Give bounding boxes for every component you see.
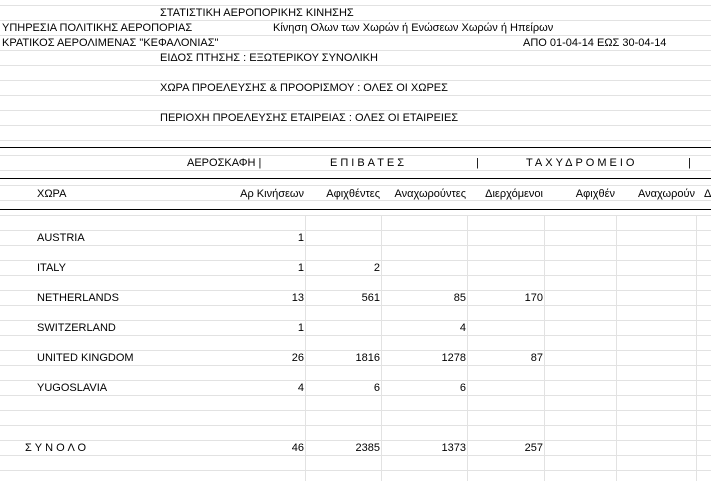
total-movements: 46 — [291, 442, 304, 454]
cell-transit: 170 — [524, 292, 543, 304]
col-country: ΧΩΡΑ — [37, 188, 67, 200]
airport-name: ΚΡΑΤΙΚΟΣ ΑΕΡΟΛΙΜΕΝΑΣ "ΚΕΦΑΛΟΝΙΑΣ" — [2, 37, 219, 49]
service-name: ΥΠΗΡΕΣΙΑ ΠΟΛΙΤΙΚΗΣ ΑΕΡΟΠΟΡΙΑΣ — [2, 22, 193, 34]
total-label: ΣΥΝΟΛΟ — [25, 442, 90, 454]
grid-row-line — [0, 455, 711, 456]
grid-row-line — [0, 305, 711, 306]
col-mail-departed: Αναχωρούν — [638, 188, 695, 200]
col-movements: Αρ Κινήσεων — [240, 188, 304, 200]
grid-row-line — [0, 110, 711, 111]
cell-country: UNITED KINGDOM — [37, 352, 134, 364]
cell-arrivals: 1816 — [355, 352, 380, 364]
report-period: ΑΠΟ 01-04-14 ΕΩΣ 30-04-14 — [523, 37, 667, 49]
grid-row-line — [0, 95, 711, 96]
grid-row-line — [0, 230, 711, 231]
total-departures: 1373 — [441, 442, 466, 454]
cell-movements: 1 — [297, 262, 304, 274]
origin-destination: ΧΩΡΑ ΠΡΟΕΛΕΥΣΗΣ & ΠΡΟΟΡΙΣΜΟΥ : ΟΛΕΣ ΟΙ ΧΩΡΕΣ — [160, 82, 448, 94]
grid-row-line — [0, 35, 711, 36]
group-passengers: ΕΠΙΒΑΤΕΣ — [330, 157, 408, 169]
cell-departures: 4 — [459, 322, 466, 334]
grid-row-line — [0, 275, 711, 276]
cell-arrivals: 561 — [361, 292, 380, 304]
grid-row-line — [0, 65, 711, 66]
grid-row-line — [0, 185, 711, 186]
rule-header-bottom — [0, 209, 711, 210]
cell-country: AUSTRIA — [37, 232, 85, 244]
group-separator-1: | — [476, 157, 479, 169]
cell-departures: 1278 — [441, 352, 466, 364]
cell-arrivals: 2 — [373, 262, 380, 274]
cell-country: NETHERLANDS — [37, 292, 119, 304]
cell-movements: 4 — [297, 382, 304, 394]
grid-row-line — [0, 335, 711, 336]
col-arrivals: Αφιχθέντες — [326, 188, 380, 200]
grid-row-line — [0, 290, 711, 291]
rule-mid — [0, 178, 711, 179]
cell-country: ITALY — [37, 262, 66, 274]
grid-row-line — [0, 365, 711, 366]
cell-movements: 26 — [291, 352, 304, 364]
grid-row-line — [0, 170, 711, 171]
col-mail-transit: Δ — [704, 188, 711, 200]
grid-row-line — [0, 320, 711, 321]
grid-row-line — [0, 80, 711, 81]
grid-row-line — [0, 395, 711, 396]
grid-row-line — [0, 380, 711, 381]
grid-row-line — [0, 20, 711, 21]
group-separator-2: | — [688, 157, 691, 169]
cell-country: YUGOSLAVIA — [37, 382, 108, 394]
grid-row-line — [0, 425, 711, 426]
grid-col-line — [616, 215, 617, 481]
grid-row-line — [0, 50, 711, 51]
movement-description: Κίνηση Ολων των Χωρών ή Ενώσεων Χωρών ή Ηπείρων — [273, 22, 554, 34]
total-arrivals: 2385 — [355, 442, 380, 454]
flight-type: ΕΙΔΟΣ ΠΤΗΣΗΣ : ΕΞΩΤΕΡΙΚΟΥ ΣΥΝΟΛΙΚΗ — [160, 52, 378, 64]
grid-row-line — [0, 155, 711, 156]
total-transit: 257 — [524, 442, 543, 454]
grid-row-line — [0, 215, 711, 216]
grid-row-line — [0, 125, 711, 126]
group-mail: ΤΑΧΥΔΡΟΜΕΙΟ — [526, 157, 638, 169]
grid-row-line — [0, 260, 711, 261]
grid-row-line — [0, 440, 711, 441]
grid-row-line — [0, 140, 711, 141]
report-title: ΣΤΑΤΙΣΤΙΚΗ ΑΕΡΟΠΟΡΙΚΗΣ ΚΙΝΗΣΗΣ — [160, 7, 354, 19]
company-region: ΠΕΡΙΟΧΗ ΠΡΟΕΛΕΥΣΗΣ ΕΤΑΙΡΕΙΑΣ : ΟΛΕΣ ΟΙ ΕΤΑΙΡΕΙΕΣ — [160, 112, 459, 124]
grid-row-line — [0, 5, 711, 6]
rule-top — [0, 147, 711, 148]
cell-country: SWITZERLAND — [37, 322, 116, 334]
grid-row-line — [0, 245, 711, 246]
cell-movements: 1 — [297, 322, 304, 334]
grid-row-line — [0, 470, 711, 471]
grid-row-line — [0, 350, 711, 351]
col-departures: Αναχωρούντες — [394, 188, 466, 200]
cell-transit: 87 — [530, 352, 543, 364]
cell-movements: 1 — [297, 232, 304, 244]
cell-movements: 13 — [291, 292, 304, 304]
cell-departures: 6 — [459, 382, 466, 394]
grid-row-line — [0, 410, 711, 411]
cell-arrivals: 6 — [373, 382, 380, 394]
group-aircraft: ΑΕΡΟΣΚΑΦΗ | — [187, 157, 262, 169]
col-mail-arrived: Αφιχθέν — [575, 188, 615, 200]
grid-col-line — [544, 215, 545, 481]
grid-col-line — [696, 215, 697, 481]
col-transit: Διερχόμενοι — [485, 188, 543, 200]
cell-departures: 85 — [453, 292, 466, 304]
